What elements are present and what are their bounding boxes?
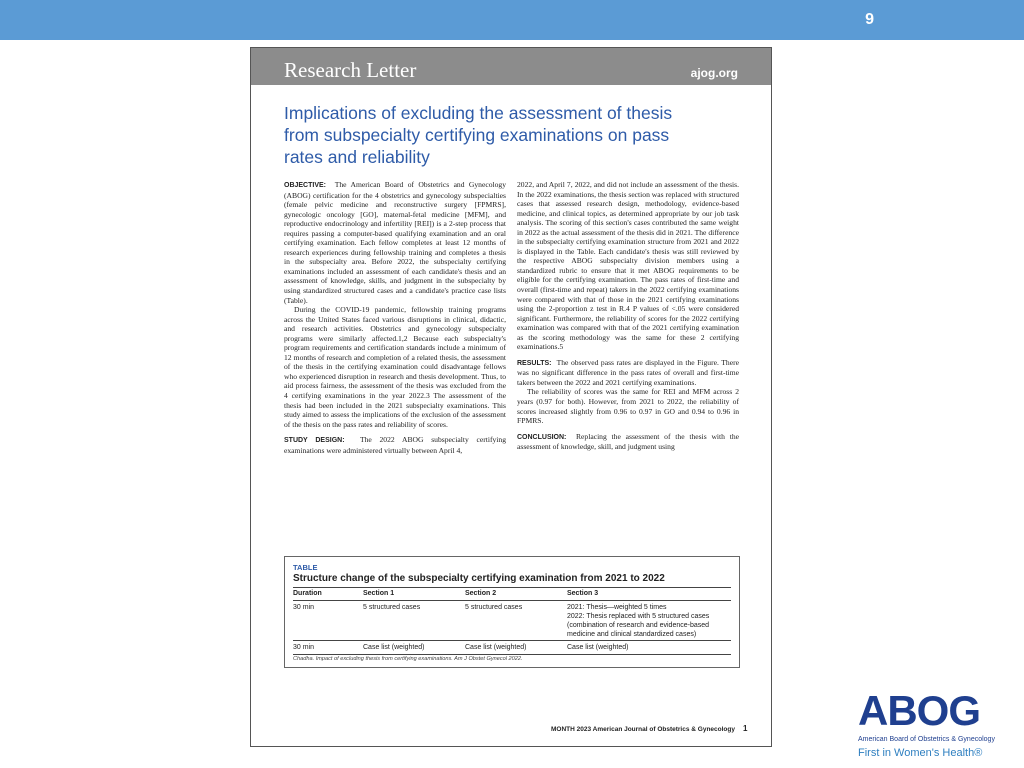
table-header-cell: Section 2 [465,590,497,597]
paragraph [284,180,506,305]
table-label: TABLE [293,563,318,572]
slide-header-bar [0,0,1024,40]
paragraph-text: The 2022 ABOG subspecialty certifying examinations were administered virtually between April 4, [284,435,506,455]
paragraph-heading: STUDY DESIGN: [284,437,345,445]
table-header-cell: Section 3 [567,590,599,597]
journal-site: ajog.org [690,66,738,80]
paragraph-heading: RESULTS: [517,359,552,367]
table-cell: Case list (weighted) [567,644,629,651]
article-column-right [517,180,739,452]
paragraph [284,435,506,455]
table-cell: 30 min [293,644,315,651]
table-cell: 5 structured cases [363,604,421,611]
paragraph-text: The reliability of scores was the same for REI and MFM across 2 years (0.97 for both). However, from 2021 to 2022, the reliability of scores increased slightly from 0.96 to 0.97 in GO and 0.94 to 0.96 in FPMRS. [517,387,739,426]
paragraph [517,358,739,388]
article-header-band [251,48,771,85]
logo-wordmark: ABOG [858,687,980,734]
paragraph-text: During the COVID-19 pandemic, fellowship training programs across the United States faced various disruptions in clinical, didactic, and research activities. Obstetrics and gynecology subspecialty programs were similarly affected.1,2 Because each subspecialty's program requirements and certification standards include a minimum of 12 months of research and completion of a related thesis, the assessment of the thesis in the certifying examination could disadvantage fellows who experienced disruption in research and thesis development. Thus, to aid process fairness, the assessment of the thesis was excluded from the 4 certifying examinations in the year 2022.3 The assessment of the thesis had been included in the 2021 subspecialty examinations. This study aimed to assess the implications of the exclusion of the assessment of the thesis on the pass rates and reliability of scores. [284,305,506,429]
table-citation: Chadha. Impact of excluding thesis from certifying examinations. Am J Obstet Gynecol 2022. [293,656,523,662]
paragraph-heading: OBJECTIVE: [284,182,327,189]
journal-footer [551,724,747,733]
table-cell: Case list (weighted) [465,644,527,651]
table-rule [293,654,731,655]
footer-page-number: 1 [742,724,748,733]
paragraph [517,180,739,352]
table-cell: 30 min [293,604,315,611]
paragraph [517,432,739,452]
paragraph [284,305,506,429]
paragraph-text: 2022, and April 7, 2022, and did not include an assessment of the thesis. In the 2022 examinations, the thesis section was replaced with structured cases that assessed research design, methodology, evidence-based medicine, and clinical topics, as determined appropriate by our job task analysis. The scoring of this section's cases contributed the same weight in 2022 as the actual assessment of the thesis did in 2021. The difference in the subspecialty certifying examination structure from 2021 and 2022 is displayed in the Table. Each candidate's thesis was still reviewed by the respective ABOG subspecialty division members using a standardized rubric to ensure that it met ABOG requirements to be eligible for the certifying examination. The pass rates of first-time and overall (first-time and repeat) takers in the 2022 certifying examinations were compared with that of those in the 2021 certifying examinations using the 2-proportion z test in R.4 P values of <.05 were considered significant. Furthermore, the reliability of scores for the 2022 certifying examination was compared with that of the 2021 certifying examination as the scoring methodology was the same for these 2 certifying examinations.5 [517,180,739,352]
table-title: Structure change of the subspecialty certifying examination from 2021 to 2022 [293,573,665,584]
paragraph-text: Replacing the assessment of the thesis with the assessment of knowledge, skill, and judgment using [517,431,740,452]
abog-logo [858,687,1008,762]
article-title: Implications of excluding the assessment of thesis from subspecialty certifying examinations on pass rates and reliability [284,103,673,167]
paragraph-heading: CONCLUSION: [517,433,567,441]
table-header-cell: Section 1 [363,590,395,597]
table-rule [293,587,731,588]
logo-subtitle: American Board of Obstetrics & Gynecology [858,736,995,743]
paragraph-text: The American Board of Obstetrics and Gynecology (ABOG) certification for the 4 obstetrics and gynecology subspecialties (female pelvic medicine and reconstructive surgery [FPMRS], gynecologic oncology [GO], maternal-fetal medicine [MFM], and reproductive endocrinology and infertility [REI]) is a 2-step process that requires passing a computer-based qualifying examination and an oral certifying examination. Each fellow completes at least 12 months of research experiences during fellowship training and completes a thesis in the subspecialty area. Before 2022, the subspecialty certifying examinations included an assessment of each candidate's thesis and an assessment of knowledge, skills, and judgment in the subspecialty by using standardized structured cases and a candidate's practice case lists (Table). [284,180,507,305]
paragraph [517,387,739,425]
table-cell: 2021: Thesis—weighted 5 times 2022: Thesis replaced with 5 structured cases (combination of research and evidence-based medicine and clinical standardized cases) [567,604,710,638]
slide-number: 9 [865,11,874,28]
table-cell: Case list (weighted) [363,644,425,651]
table-cell: 5 structured cases [465,604,523,611]
table-rule [293,600,731,601]
article-column-left [284,180,506,455]
paragraph-text: The observed pass rates are displayed in the Figure. There was no significant difference in the pass rates of overall and first-time takers between the 2022 and 2021 certifying examinations. [517,357,740,387]
logo-tagline: First in Women's Health® [858,747,983,759]
table-rule [293,640,731,641]
footer-journal: MONTH 2023 American Journal of Obstetrics & Gynecology [551,726,735,733]
structure-table [284,556,740,668]
section-label: Research Letter [284,58,417,82]
table-header-cell: Duration [293,590,322,597]
article-page-image [250,47,772,747]
